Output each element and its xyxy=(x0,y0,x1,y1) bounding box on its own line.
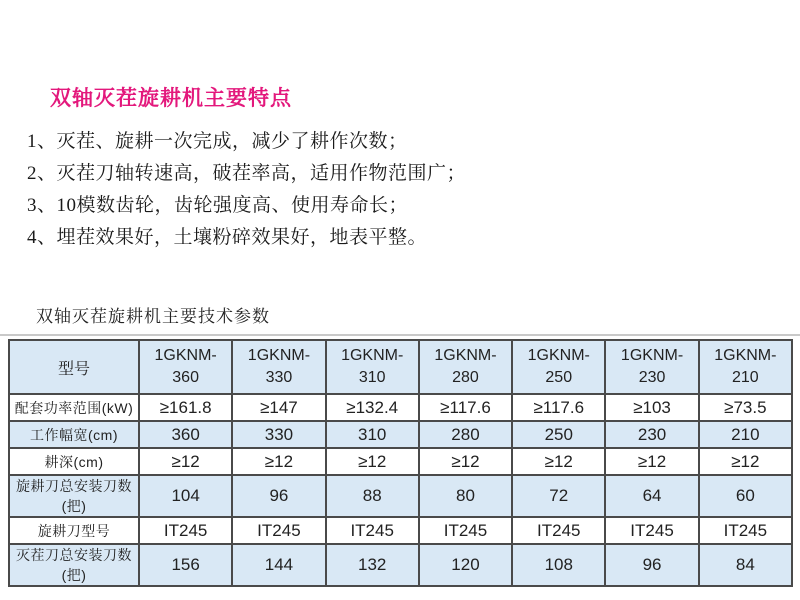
spec-value-cell: 104 xyxy=(139,475,232,517)
model-header xyxy=(605,340,698,394)
model-number: 360 xyxy=(172,369,199,386)
model-prefix: 1GKNM- xyxy=(714,347,777,364)
table-row xyxy=(9,475,792,517)
spec-value-cell: ≥12 xyxy=(232,448,325,475)
row-label: 配套功率范围(kW) xyxy=(9,394,139,421)
spec-value-cell: IT245 xyxy=(326,517,419,544)
feature-item: 4、埋茬效果好，土壤粉碎效果好，地表平整。 xyxy=(27,227,428,248)
specs-title: 双轴灭茬旋耕机主要技术参数 xyxy=(36,307,270,326)
model-number: 210 xyxy=(731,369,759,386)
spec-value-cell: IT245 xyxy=(232,517,325,544)
model-prefix: 1GKNM- xyxy=(154,347,217,364)
spec-table xyxy=(8,339,793,587)
table-row xyxy=(9,544,792,586)
model-prefix: 1GKNM- xyxy=(247,347,311,364)
row-label: 灭茬刀总安装刀数(把) xyxy=(9,544,139,586)
spec-value-cell: 310 xyxy=(326,421,419,448)
features-list xyxy=(27,126,466,254)
table-row xyxy=(9,517,792,544)
spec-value-cell: 144 xyxy=(232,544,325,586)
spec-value-cell: IT245 xyxy=(512,517,605,544)
model-prefix: 1GKNM- xyxy=(620,347,684,364)
feature-item: 1、灭茬、旋耕一次完成，减少了耕作次数； xyxy=(27,131,408,152)
spec-value-cell: 88 xyxy=(326,475,419,517)
table-row xyxy=(9,394,792,421)
spec-value-cell: 230 xyxy=(605,421,698,448)
spec-value-cell: 60 xyxy=(699,475,792,517)
spec-table-header-row xyxy=(9,340,792,394)
spec-value-cell: 72 xyxy=(512,475,605,517)
horizontal-divider xyxy=(0,334,800,336)
spec-value-cell: ≥12 xyxy=(512,448,605,475)
model-header xyxy=(326,340,419,394)
spec-value-cell: 330 xyxy=(232,421,325,448)
feature-item: 3、10模数齿轮，齿轮强度高、使用寿命长； xyxy=(27,195,409,216)
model-number: 250 xyxy=(545,369,573,386)
spec-value-cell: ≥117.6 xyxy=(512,394,605,421)
model-number: 330 xyxy=(265,369,293,386)
row-label: 旋耕刀总安装刀数(把) xyxy=(9,475,139,517)
model-header xyxy=(139,340,232,394)
corner-header-model: 型号 xyxy=(9,340,139,394)
spec-value-cell: ≥147 xyxy=(232,394,325,421)
model-number: 310 xyxy=(358,369,386,386)
features-title: 双轴灭茬旋耕机主要特点 xyxy=(50,86,292,110)
spec-value-cell: 108 xyxy=(512,544,605,586)
spec-value-cell: 64 xyxy=(605,475,698,517)
spec-value-cell: IT245 xyxy=(699,517,792,544)
model-prefix: 1GKNM- xyxy=(434,347,497,364)
spec-value-cell: 80 xyxy=(419,475,512,517)
model-prefix: 1GKNM- xyxy=(341,347,404,364)
spec-value-cell: 96 xyxy=(232,475,325,517)
spec-value-cell: ≥12 xyxy=(605,448,698,475)
spec-value-cell: 84 xyxy=(699,544,792,586)
spec-value-cell: ≥73.5 xyxy=(699,394,792,421)
model-prefix: 1GKNM- xyxy=(527,347,590,364)
feature-item: 2、灭茬刀轴转速高，破茬率高，适用作物范围广； xyxy=(27,163,467,184)
spec-value-cell: IT245 xyxy=(419,517,512,544)
spec-value-cell: 156 xyxy=(139,544,232,586)
model-number: 230 xyxy=(638,369,666,386)
table-row xyxy=(9,421,792,448)
model-header xyxy=(419,340,512,394)
spec-value-cell: IT245 xyxy=(139,517,232,544)
spec-value-cell: ≥12 xyxy=(139,448,232,475)
spec-value-cell: ≥12 xyxy=(419,448,512,475)
spec-value-cell: ≥132.4 xyxy=(326,394,419,421)
spec-value-cell: ≥161.8 xyxy=(139,394,232,421)
model-number: 280 xyxy=(452,369,479,386)
spec-value-cell: 280 xyxy=(419,421,512,448)
spec-value-cell: 210 xyxy=(699,421,792,448)
row-label: 耕深(cm) xyxy=(9,448,139,475)
spec-value-cell: 360 xyxy=(139,421,232,448)
model-header xyxy=(512,340,605,394)
table-row xyxy=(9,448,792,475)
row-label: 旋耕刀型号 xyxy=(9,517,139,544)
spec-value-cell: 120 xyxy=(419,544,512,586)
spec-value-cell: IT245 xyxy=(605,517,698,544)
spec-value-cell: ≥117.6 xyxy=(419,394,512,421)
spec-value-cell: ≥12 xyxy=(326,448,419,475)
model-header xyxy=(232,340,325,394)
spec-value-cell: ≥12 xyxy=(699,448,792,475)
row-label: 工作幅宽(cm) xyxy=(9,421,139,448)
spec-value-cell: ≥103 xyxy=(605,394,698,421)
spec-value-cell: 96 xyxy=(605,544,698,586)
spec-value-cell: 132 xyxy=(326,544,419,586)
spec-value-cell: 250 xyxy=(512,421,605,448)
model-header xyxy=(699,340,792,394)
